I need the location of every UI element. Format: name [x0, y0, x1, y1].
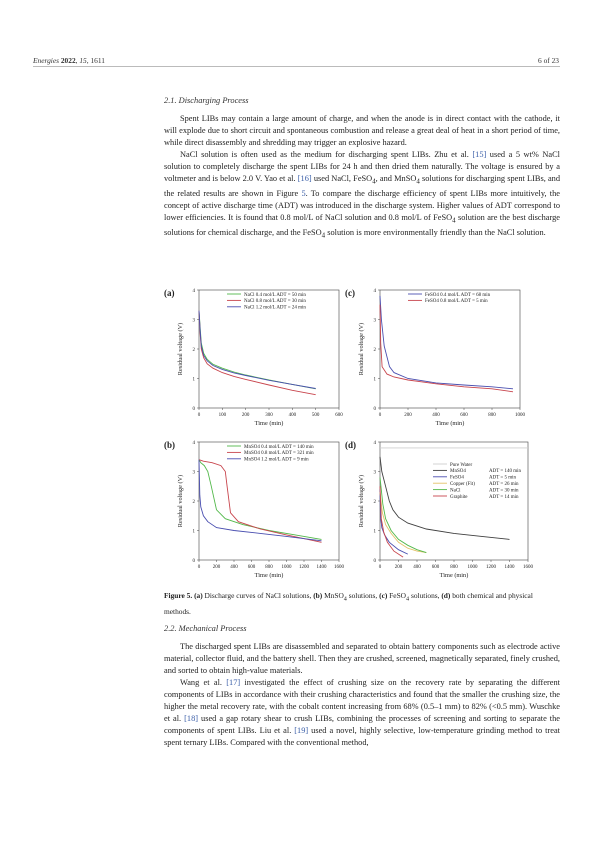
- panel-c-xtick-label: 600: [460, 413, 468, 418]
- panel-a-ytick-label: 2: [192, 348, 195, 353]
- panel-c-series-line: [380, 305, 513, 392]
- panel-a-legend-label: NaCl 1.2 mol/L ADT = 24 min: [244, 305, 306, 311]
- panel-d-xtick-label: 1600: [523, 565, 533, 570]
- panel-a-legend-label: NaCl 0.4 mol/L ADT = 50 min: [244, 292, 306, 298]
- panel-d-ytick-label: 0: [373, 559, 376, 564]
- panel-a-ylabel: Residual voltage (V): [177, 322, 184, 376]
- panel-a-series-line: [199, 311, 316, 389]
- panel-d-xlabel: Time (min): [439, 572, 469, 579]
- panel-d-xtick-label: 800: [450, 565, 458, 570]
- citation-18[interactable]: [18]: [184, 714, 199, 724]
- panel-b-ylabel: Residual voltage (V): [177, 474, 184, 528]
- panel-c-ytick-label: 1: [373, 377, 376, 383]
- panel-a-xtick-label: 300: [265, 413, 273, 418]
- section-2-2-body: [164, 641, 560, 749]
- panel-c-ytick-label: 2: [373, 348, 376, 353]
- panel-c-ytick-label: 4: [373, 289, 376, 294]
- panel-a-ytick-label: 0: [192, 407, 195, 412]
- panel-b-xtick-label: 1000: [281, 565, 292, 570]
- figure-5-discharge-curves: [164, 282, 560, 584]
- panel-a-xtick-label: 100: [218, 413, 227, 418]
- panel-a-xtick-label: 500: [311, 413, 320, 418]
- panel-d-legend-adt: ADT = 26 min: [489, 482, 519, 487]
- citation-16[interactable]: [16]: [297, 174, 312, 184]
- panel-d-xtick-label: 1000: [467, 565, 478, 570]
- panel-d-ytick-label: 4: [373, 441, 376, 446]
- panel-d-series-line: [380, 486, 403, 557]
- panel-c-xtick-label: 200: [404, 413, 412, 418]
- panel-a-ytick-label: 3: [192, 318, 195, 324]
- panel-d-ylabel: Residual voltage (V): [358, 474, 365, 528]
- panel-b-xlabel: Time (min): [254, 572, 284, 579]
- panel-a-label: (a): [164, 288, 175, 298]
- panel-c-xtick-label: 1000: [515, 413, 525, 418]
- panel-b-series-line: [199, 457, 322, 543]
- panel-d-ytick-label: 1: [373, 529, 376, 535]
- panel-d-xtick-label: 400: [413, 565, 421, 570]
- panel-c-xtick-label: 400: [432, 413, 440, 418]
- panel-d-ytick-label: 2: [373, 500, 376, 505]
- panel-d-legend-adt: ADT = 140 min: [489, 469, 522, 475]
- panel-c-ylabel: Residual voltage (V): [358, 322, 365, 376]
- panel-c-legend-label: FeSO4 0.8 mol/L ADT = 5 min: [425, 299, 488, 305]
- figure-5-caption: Figure 5. (a) Discharge curves of NaCl solutions, (b) MnSO$_4$ solutions, (c) FeSO$_4$ solutions, (d) both chemical and physical methods.: [164, 591, 533, 617]
- panel-c-xtick-label: 0: [378, 413, 382, 418]
- panel-d-xtick-label: 0: [378, 565, 382, 570]
- panel-c-frame: [380, 290, 520, 408]
- panel-b-ytick-label: 4: [192, 441, 195, 446]
- panel-d-legend-adt: ADT = 14 min: [489, 494, 519, 500]
- section-2-1-body: [164, 113, 560, 241]
- panel-d-ytick-label: 3: [373, 470, 376, 476]
- panel-b-xtick-label: 800: [265, 565, 273, 570]
- panel-b-legend-label: MnSO4 0.8 mol/L ADT = 321 min: [244, 451, 314, 457]
- panel-a-legend-label: NaCl 0.8 mol/L ADT = 30 min: [244, 299, 306, 305]
- panel-d-legend-label: Copper (Fit): [450, 482, 475, 487]
- panel-a-xtick-label: 400: [288, 413, 297, 418]
- panel-b-xtick-label: 600: [247, 565, 256, 570]
- panel-d-xtick-label: 600: [431, 565, 440, 570]
- panel-b-legend-label: MnSO4 1.2 mol/L ADT = 9 min: [244, 457, 309, 463]
- panel-b-xtick-label: 400: [230, 565, 238, 570]
- header-rule: [33, 66, 560, 67]
- journal-volume: 15: [79, 56, 87, 65]
- article-number: 1611: [90, 56, 105, 65]
- panel-d-legend-label: Pure Water: [450, 462, 473, 468]
- panel-b-xtick-label: 1400: [316, 565, 327, 570]
- paragraph-crushing: Wang et al. [17] investigated the effect of crushing size on the recovery rate by separating the different components of LIBs in accordance with their crushing characteristics and found that the smaller the crushing size, the higher the metal recovery rate, with the cobalt content increasing from 68% (0.5–1 mm) to 82% (<0.5 mm). Wuschke et al. [18] used a gap rotary shear to crush LIBs, combining the processes of screening and sorting to separate the components of spent LIBs. Liu et al. [19] used a novel, highly selective, low-temperature grinding method to treat spent ternary LIBs. Compared with the conventional method,: [164, 678, 561, 748]
- panel-b-xtick-label: 1200: [299, 565, 309, 570]
- panel-a-xtick-label: 200: [241, 413, 250, 418]
- panel-d-legend-adt: ADT = 5 min: [489, 475, 517, 481]
- citation-17[interactable]: [17]: [226, 678, 241, 688]
- citation-19[interactable]: [19]: [294, 726, 309, 736]
- panel-d-series-line: [380, 489, 408, 554]
- panel-d-xtick-label: 200: [394, 565, 403, 570]
- panel-c-label: (c): [345, 288, 355, 298]
- citation-15[interactable]: [15]: [472, 150, 487, 160]
- panel-a-xtick-label: 600: [335, 413, 343, 418]
- panel-d-legend-label: FeSO4: [450, 475, 464, 481]
- section-title-mechanical: 2.2. Mechanical Process: [164, 624, 247, 633]
- panel-a-xlabel: Time (min): [254, 420, 284, 427]
- panel-c-series-line: [380, 296, 513, 389]
- paragraph-disassembly: The discharged spent LIBs are disassembled and separated to obtain battery components such as electrode active material, collector fluid, and the battery shell. Then they are crushed, screened, magnetically separated, finely crushed, and sorted to obtain high-value materials.: [164, 642, 561, 676]
- panel-a-ytick-label: 4: [192, 289, 195, 294]
- panel-b-ytick-label: 0: [192, 559, 195, 564]
- panel-a-ytick-label: 1: [192, 377, 195, 383]
- panel-d-legend-label: MnSO4: [450, 469, 466, 475]
- panel-b-xtick-label: 200: [212, 565, 221, 570]
- panel-c-xlabel: Time (min): [435, 420, 465, 427]
- running-header-citation: Energies 2022, 15, 1611: [33, 56, 105, 65]
- caption-label: Figure 5.: [164, 591, 193, 600]
- figure-5-link[interactable]: 5: [301, 188, 306, 198]
- panel-d-legend-adt: ADT = 30 min: [489, 488, 519, 494]
- panel-a-xtick-label: 0: [197, 413, 201, 418]
- panel-d-frame: [380, 442, 528, 560]
- panel-b-legend-label: MnSO4 0.4 mol/L ADT = 140 min: [244, 444, 314, 450]
- page-number: 6 of 23: [538, 56, 559, 65]
- panel-b-ytick-label: 3: [192, 470, 195, 476]
- panel-b-ytick-label: 2: [192, 500, 195, 505]
- panel-a-series-line: [199, 311, 316, 395]
- panel-d-legend-label: NaCl: [450, 488, 461, 494]
- panel-d-legend-label: Graphite: [450, 494, 468, 500]
- panel-c-ytick-label: 3: [373, 318, 376, 324]
- panel-c-xtick-label: 800: [488, 413, 496, 418]
- section-title-discharging: 2.1. Discharging Process: [164, 96, 249, 105]
- journal-name: Energies: [33, 56, 59, 65]
- panel-d-xtick-label: 1400: [504, 565, 515, 570]
- journal-year: 2022: [60, 56, 76, 65]
- paragraph-discharge-hazard: Spent LIBs may contain a large amount of charge, and when the anode is in direct contact with the cathode, it will explode due to short circuit and spontaneous combustion and release a great deal of heat in a short period of time, while direct disassembly and shredding may trigger an explosive hazard.: [164, 114, 560, 148]
- panel-b-xtick-label: 1600: [334, 565, 344, 570]
- panel-b-xtick-label: 0: [197, 565, 201, 570]
- panel-a-series-line: [199, 311, 316, 389]
- panel-c-legend-label: FeSO4 0.4 mol/L ADT = 68 min: [425, 292, 491, 298]
- paragraph-nacl-discharge: NaCl solution is often used as the medium for discharging spent LIBs. Zhu et al. [15] used a 5 wt% NaCl solution to completely discharge the spent LIBs for 24 h and then dried them naturally. The voltage is ensured by a voltmeter and is below 2.0 V. Yao et al. [16] used NaCl, FeSO$_4$, and MnSO$_4$ solutions for discharging spent LIBs, and the related results are shown in Figure 5. To compare the discharge efficiency of spent LIBs more intuitively, the concept of active discharge time (ADT) was introduced in the discharge system. Higher values of ADT correspond to lower efficiencies. It is found that 0.8 mol/L of NaCl solution and 0.8 mol/L of FeSO$_4$ solution are the best discharge solutions for chemical discharge, and the FeSO$_4$ solution is more environmentally friendly than the NaCl solution.: [164, 150, 561, 240]
- panel-b-ytick-label: 1: [192, 529, 195, 535]
- panel-d-label: (d): [345, 440, 356, 450]
- panel-c-ytick-label: 0: [373, 407, 376, 412]
- panel-d-xtick-label: 1200: [486, 565, 496, 570]
- panel-b-label: (b): [164, 440, 175, 450]
